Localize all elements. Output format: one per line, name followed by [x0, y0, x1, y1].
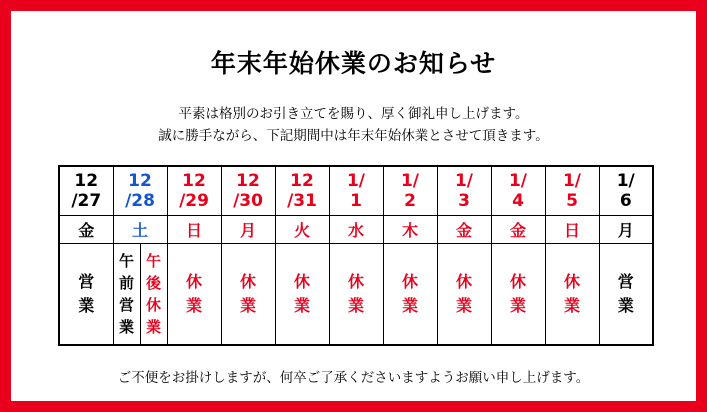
status-text: 営 業 — [617, 272, 634, 315]
date-part-1: 1/ — [454, 171, 474, 191]
weekday-cell: 火 — [275, 216, 329, 244]
closing-message: ご不便をお掛けしますが、何卒ご了承くださいますようお願い申し上げます。 — [117, 370, 590, 386]
status-text: 休 業 — [239, 272, 256, 315]
date-part-2: 3 — [458, 191, 470, 211]
status-cell — [545, 244, 599, 346]
date-cell — [383, 166, 437, 216]
date-part-1: 1/ — [616, 171, 635, 191]
weekday-cell: 月 — [221, 216, 275, 244]
date-part-2: /30 — [233, 191, 263, 211]
weekday-cell: 日 — [545, 216, 599, 244]
status-text: 休 業 — [185, 272, 202, 315]
date-cell — [437, 166, 491, 216]
date-part-1: 12 — [182, 171, 206, 191]
afternoon-status-text: 午 後 休 業 — [145, 252, 161, 336]
greeting — [11, 103, 696, 147]
status-cell — [491, 244, 545, 346]
date-part-2: 5 — [566, 191, 578, 211]
date-part-1: 1/ — [346, 171, 366, 191]
weekday-cell: 日 — [167, 216, 221, 244]
date-part-2: 1 — [350, 191, 362, 211]
date-row — [59, 166, 653, 216]
date-part-1: 12 — [290, 171, 314, 191]
status-text: 休 業 — [401, 272, 418, 315]
status-text: 休 業 — [347, 272, 364, 315]
date-part-2: 6 — [619, 191, 632, 211]
date-part-2: /27 — [71, 191, 102, 211]
date-part-1: 1/ — [400, 171, 420, 191]
status-cell — [59, 244, 113, 346]
date-cell — [491, 166, 545, 216]
weekday-cell: 土 — [113, 216, 167, 244]
date-part-2: /31 — [287, 191, 317, 211]
status-text: 営 業 — [78, 272, 95, 315]
weekday-cell: 金 — [437, 216, 491, 244]
holiday-calendar-table — [58, 165, 654, 346]
weekday-cell: 金 — [491, 216, 545, 244]
status-text: 休 業 — [509, 272, 526, 315]
date-cell — [113, 166, 167, 216]
date-part-2: /28 — [125, 191, 155, 211]
weekday-cell: 水 — [329, 216, 383, 244]
status-text: 休 業 — [563, 272, 580, 315]
date-cell — [545, 166, 599, 216]
greeting-line-1: 平素は格別のお引き立てを賜り、厚く御礼申し上げます。 — [178, 106, 529, 122]
status-cell — [437, 244, 491, 346]
date-cell — [329, 166, 383, 216]
status-row — [59, 244, 653, 346]
date-part-2: 4 — [512, 191, 524, 211]
date-part-1: 1/ — [562, 171, 582, 191]
status-cell — [275, 244, 329, 346]
status-cell — [167, 244, 221, 346]
status-cell — [221, 244, 275, 346]
date-part-1: 1/ — [508, 171, 528, 191]
status-text: 休 業 — [455, 272, 472, 315]
weekday-cell: 金 — [59, 216, 113, 244]
date-part-1: 12 — [236, 171, 260, 191]
greeting-line-2: 誠に勝手ながら、下記期間中は年末年始休業とさせて頂きます。 — [158, 128, 549, 144]
weekday-row — [59, 216, 653, 244]
date-cell — [599, 166, 653, 216]
date-part-2: /29 — [179, 191, 209, 211]
date-part-1: 12 — [128, 171, 152, 191]
morning-status-cell — [113, 244, 140, 346]
date-part-1: 12 — [74, 171, 99, 191]
status-cell — [599, 244, 653, 346]
date-part-2: 2 — [404, 191, 416, 211]
weekday-cell: 月 — [599, 216, 653, 244]
date-cell — [167, 166, 221, 216]
notice-title: 年末年始休業のお知らせ — [210, 49, 497, 78]
status-cell — [329, 244, 383, 346]
status-text: 休 業 — [293, 272, 310, 315]
status-cell — [383, 244, 437, 346]
date-cell — [221, 166, 275, 216]
date-cell — [275, 166, 329, 216]
morning-status-text: 午 前 営 業 — [118, 252, 134, 336]
date-cell — [59, 166, 113, 216]
weekday-cell: 木 — [383, 216, 437, 244]
afternoon-status-cell — [140, 244, 167, 346]
